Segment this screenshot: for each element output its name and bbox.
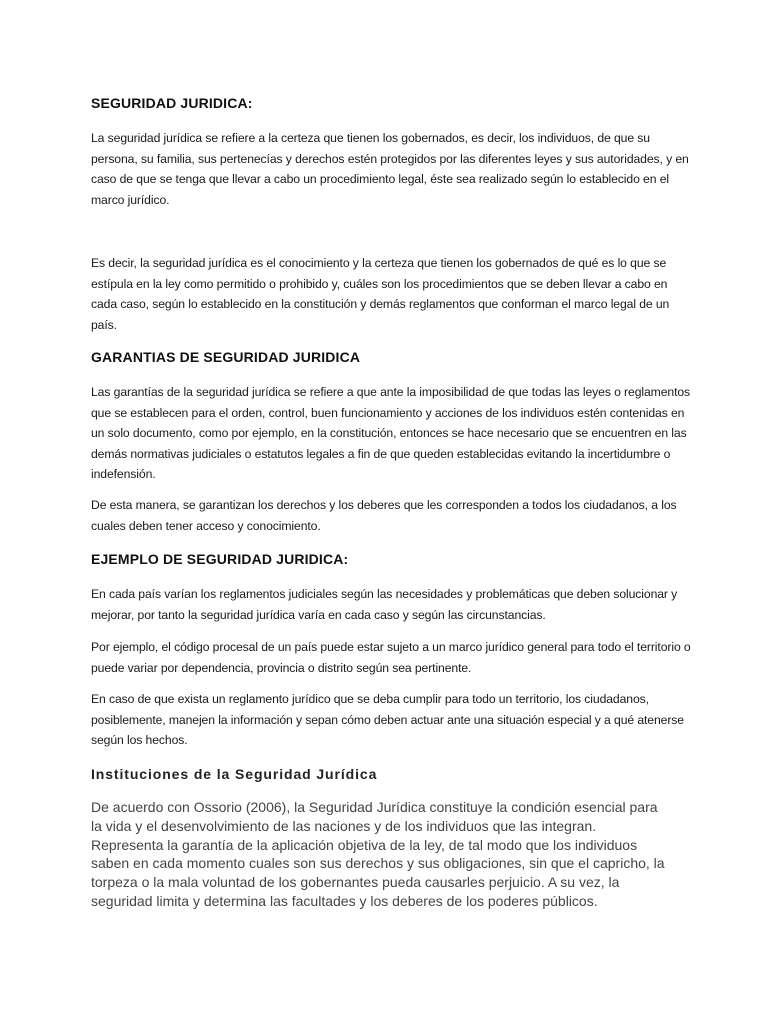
paragraph-por-ejemplo: [91, 637, 691, 678]
paragraph-text: De esta manera, se garantizan los derechos y los deberes que les corresponden a todos los ciudadanos, a los cuales deben tener acceso y conocimiento.: [91, 498, 677, 533]
paragraph-text: La seguridad jurídica se refiere a la certeza que tienen los gobernados, es decir, los individuos, de que su persona, su familia, sus pertenecías y derechos estén protegidos por las diferentes leyes y sus autoridades, y en caso de que se tenga que llevar a cabo un procedimiento legal, éste sea realizado según lo establecido en el marco jurídico.: [91, 131, 689, 207]
paragraph-es-decir: [91, 253, 691, 335]
section-heading-ejemplo: [91, 551, 691, 567]
paragraph-text: De acuerdo con Ossorio (2006), la Seguridad Jurídica constituye la condición esencial para la vida y el desenvolvimiento de las naciones y de los individuos que las integran. Representa la garantía de la aplicación objetiva de la ley, de tal modo que los individuos saben en cada momento cuales son sus derechos y sus obligaciones, sin que el capricho, la torpeza o la mala voluntad de los gobernantes pueda causarles perjuicio. A su vez, la seguridad limita y determina las facultades y los deberes de los poderes públicos.: [91, 799, 665, 909]
paragraph-en-caso: [91, 689, 691, 751]
paragraph-text: Las garantías de la seguridad jurídica se refiere a que ante la imposibilidad de que todas las leyes o reglamentos que se establecen para el orden, control, buen funcionamiento y acciones de los individuos estén contenidas en un solo documento, como por ejemplo, en la constitución, entonces se hace necesario que se encuentren en las demás normativas judiciales o estatutos legales a fin de que queden establecidas evitando la incertidumbre o indefensión.: [91, 385, 691, 481]
section-heading: EJEMPLO DE SEGURIDAD JURIDICA:: [91, 551, 349, 567]
section-heading-garantias: [91, 349, 691, 365]
section-heading: Instituciones de la Seguridad Jurídica: [91, 766, 378, 782]
section-heading: GARANTIAS DE SEGURIDAD JURIDICA: [91, 349, 361, 365]
paragraph-text: Es decir, la seguridad jurídica es el conocimiento y la certeza que tienen los gobernados de qué es lo que se estípula en la ley como permitido o prohibido y, cuáles son los procedimientos que se deben llevar a cabo en cada caso, según lo establecido en la constitución y demás reglamentos que conforman el marco legal de un país.: [91, 256, 670, 332]
section-heading: SEGURIDAD JURIDICA:: [91, 95, 253, 111]
section-heading-instituciones: [91, 766, 691, 782]
paragraph-cada-pais: [91, 584, 691, 625]
paragraph-text: En cada país varían los reglamentos judiciales según las necesidades y problemáticas que deben solucionar y mejorar, por tanto la seguridad jurídica varía en cada caso y según las circunstancias.: [91, 587, 678, 622]
paragraph-garantias: [91, 382, 691, 485]
paragraph-definicion: [91, 128, 691, 210]
paragraph-ossorio: [91, 798, 691, 911]
paragraph-text: Por ejemplo, el código procesal de un país puede estar sujeto a un marco jurídico general para todo el territorio o puede variar por dependencia, provincia o distrito según sea pertinente.: [91, 640, 691, 675]
paragraph-text: En caso de que exista un reglamento jurídico que se deba cumplir para todo un territorio, los ciudadanos, posiblemente, manejen la información y sepan cómo deben actuar ante una situación especial y a qué atenerse según los hechos.: [91, 692, 684, 747]
section-heading-seguridad-juridica: [91, 95, 691, 111]
paragraph-de-esta-manera: [91, 495, 691, 536]
